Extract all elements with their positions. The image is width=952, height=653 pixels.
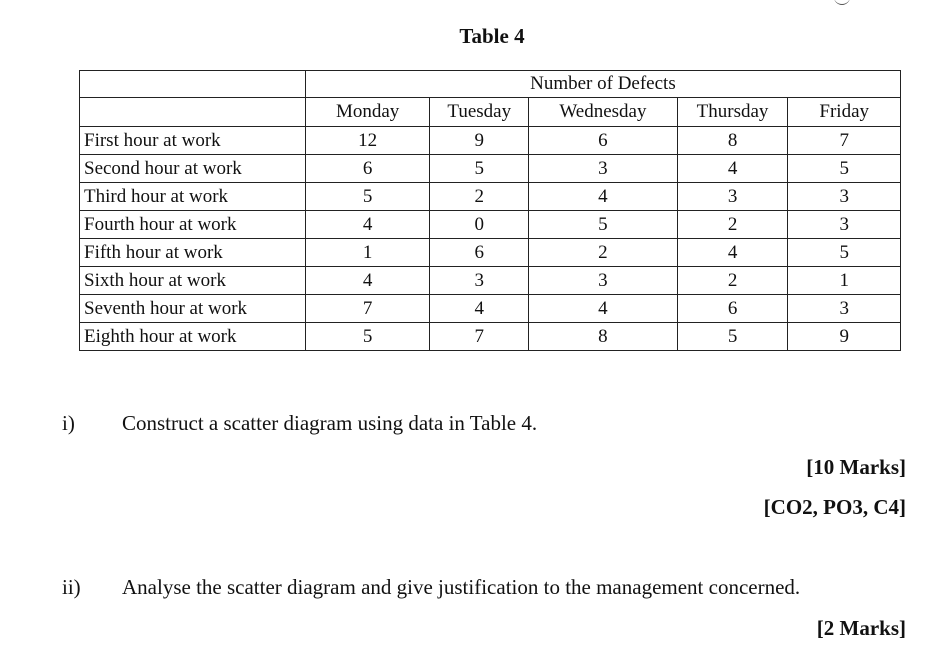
table-row	[80, 267, 901, 295]
table-cell: 7	[430, 323, 529, 351]
table-cell: 3	[677, 183, 788, 211]
column-header: Wednesday	[529, 98, 678, 127]
table-cell: 2	[430, 183, 529, 211]
table-cell: 3	[529, 267, 678, 295]
table-cell: 3	[788, 183, 901, 211]
table-column-header-row	[80, 98, 901, 127]
row-label: Third hour at work	[80, 183, 306, 211]
table-cell: 1	[305, 239, 430, 267]
table-cell: 4	[305, 267, 430, 295]
column-header: Friday	[788, 98, 901, 127]
table-row	[80, 155, 901, 183]
table-cell: 3	[788, 211, 901, 239]
table-row	[80, 323, 901, 351]
table-cell: 3	[430, 267, 529, 295]
table-cell: 5	[788, 155, 901, 183]
table-cell: 5	[788, 239, 901, 267]
table-cell: 3	[529, 155, 678, 183]
table-row	[80, 211, 901, 239]
column-header: Tuesday	[430, 98, 529, 127]
row-label: First hour at work	[80, 127, 306, 155]
table-cell: 6	[529, 127, 678, 155]
question-marks: [2 Marks]	[816, 616, 906, 640]
table-cell: 5	[305, 323, 430, 351]
table-cell: 6	[430, 239, 529, 267]
table-row	[80, 239, 901, 267]
table-cell: 9	[788, 323, 901, 351]
cropped-mark	[834, 0, 850, 5]
table-cell: 5	[305, 183, 430, 211]
question-number: ii)	[62, 575, 81, 599]
table-cell: 2	[677, 211, 788, 239]
table-cell: 2	[677, 267, 788, 295]
table-cell: 8	[677, 127, 788, 155]
table-corner-cell	[80, 71, 306, 98]
question-number: i)	[62, 411, 75, 435]
column-header: Thursday	[677, 98, 788, 127]
table-title: Table 4	[459, 24, 525, 48]
table-cell: 4	[677, 239, 788, 267]
question-text: Analyse the scatter diagram and give justification to the management concerned.	[122, 575, 801, 599]
table-cell: 4	[677, 155, 788, 183]
question-outcomes: [CO2, PO3, C4]	[763, 495, 906, 519]
table-cell: 3	[788, 295, 901, 323]
table-cell: 12	[305, 127, 430, 155]
table-group-header: Number of Defects	[305, 71, 900, 98]
table-cell: 2	[529, 239, 678, 267]
table-row	[80, 295, 901, 323]
row-label: Sixth hour at work	[80, 267, 306, 295]
row-label: Fifth hour at work	[80, 239, 306, 267]
table-group-header-row	[80, 71, 901, 98]
table-cell: 4	[305, 211, 430, 239]
table-cell: 5	[677, 323, 788, 351]
table-cell: 7	[305, 295, 430, 323]
table-cell: 4	[529, 183, 678, 211]
column-header: Monday	[305, 98, 430, 127]
table-cell: 4	[430, 295, 529, 323]
defects-table	[79, 70, 901, 351]
row-label: Eighth hour at work	[80, 323, 306, 351]
row-label: Second hour at work	[80, 155, 306, 183]
table-row	[80, 183, 901, 211]
table-cell: 1	[788, 267, 901, 295]
table-row	[80, 127, 901, 155]
question-marks: [10 Marks]	[806, 455, 906, 479]
table-cell: 9	[430, 127, 529, 155]
table-corner-cell	[80, 98, 306, 127]
row-label: Fourth hour at work	[80, 211, 306, 239]
table-cell: 4	[529, 295, 678, 323]
table-cell: 8	[529, 323, 678, 351]
table-cell: 5	[430, 155, 529, 183]
table-cell: 6	[677, 295, 788, 323]
table-cell: 0	[430, 211, 529, 239]
table-cell: 5	[529, 211, 678, 239]
table-cell: 7	[788, 127, 901, 155]
table-cell: 6	[305, 155, 430, 183]
question-text: Construct a scatter diagram using data in Table 4.	[122, 411, 538, 435]
row-label: Seventh hour at work	[80, 295, 306, 323]
